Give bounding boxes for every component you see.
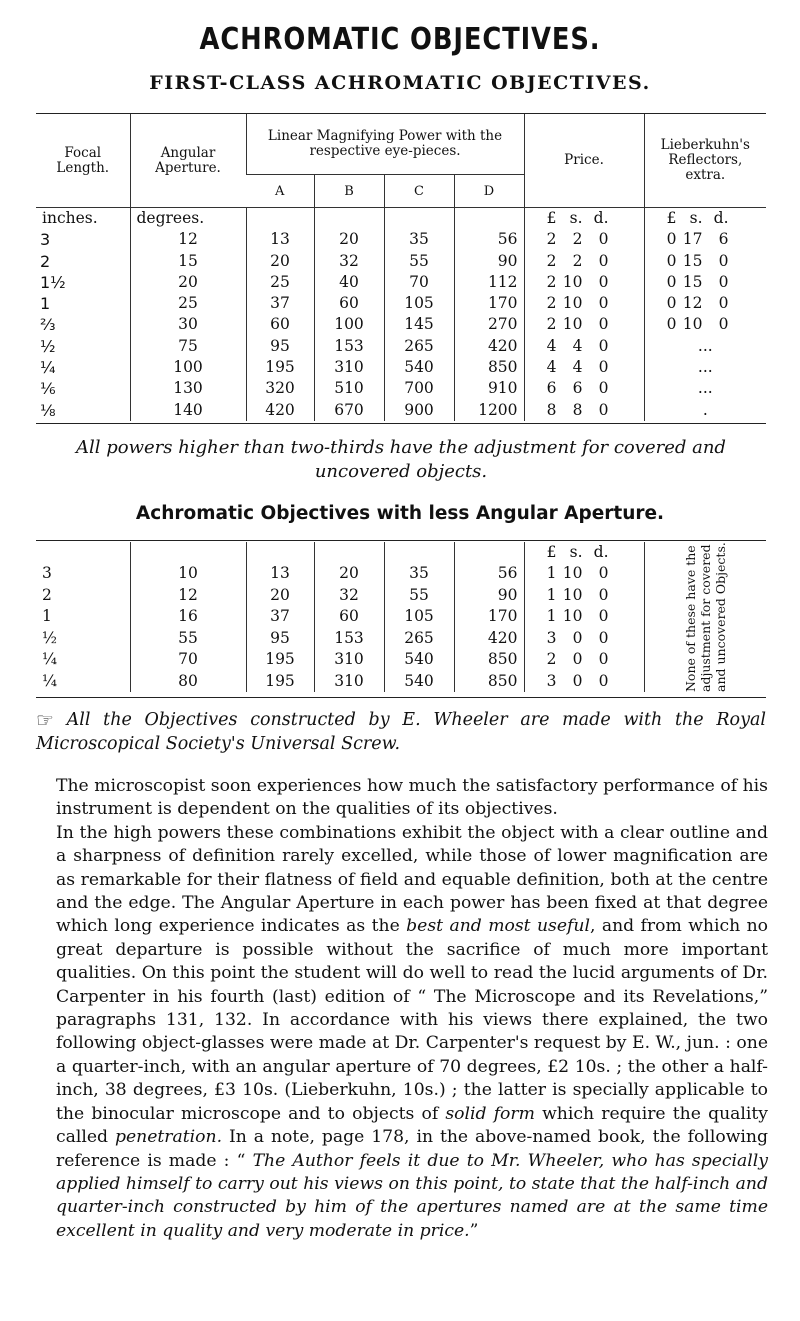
power-c-cell: 35: [384, 563, 454, 584]
aperture-cell: 10: [130, 563, 246, 584]
power-c-cell: 900: [384, 400, 454, 421]
table1-bottom-rule: [36, 423, 766, 424]
lieberkuhn-cell: ...: [644, 378, 766, 399]
focal-length-cell: ⅔: [40, 315, 56, 335]
lieberkuhn-cell: 0 12 0: [644, 293, 766, 314]
focal-length-cell: 1½: [40, 272, 66, 292]
lieberkuhn-cell: ...: [644, 336, 766, 357]
header-eyepiece-a: A: [246, 175, 314, 208]
power-b-cell: 20: [314, 229, 384, 250]
power-d-cell: 850: [454, 357, 524, 378]
table-row: [36, 293, 766, 314]
power-d-cell: 420: [454, 628, 524, 649]
power-b-cell: 153: [314, 628, 384, 649]
unit-price: £ s. d.: [524, 208, 644, 230]
power-b-cell: 670: [314, 400, 384, 421]
focal-length-cell: 2: [42, 585, 52, 604]
power-b-cell: 100: [314, 314, 384, 335]
header-eyepiece-c: C: [384, 175, 454, 208]
paragraph-2: In the high powers these combinations exhibit the object with a clear outline and a sharpness of definition rarely excelled, while those of lower magnification are as remarkable for their flatness of field and equable definition, both at the centre and the edge. The Angular Aperture in each power has been fixed at that degree which long experience indicates as the best and most useful, and from which no great departure is possible without the sacrifice of much more important qualities. On this point the student will do well to read the lucid arguments of Dr. Carpenter in his fourth (last) edition of “ The Microscope and its Revelations,” paragraphs 131, 132. In accordance with his views there explained, the two following object-glasses were made at Dr. Carpenter's request by E. W., jun. : one a quarter-inch, with an angular aperture of 70 degrees, £2 10s. ; the other a half-inch, 38 degrees, £3 10s. (Lieberkuhn, 10s.) ; the latter is specially applicable to the binocular microscope and to objects of solid form which require the quality called penetration. In a note, page 178, in the above-named book, the following reference is made : “ The Author feels it due to Mr. Wheeler, who has specially applied himself to carry out his views on this point, to state that the half-inch and quarter-inch constructed by him of the apertures named are at the same time excellent in quality and very moderate in price.”: [56, 822, 769, 1241]
power-a-cell: 195: [246, 649, 314, 670]
power-a-cell: 13: [246, 563, 314, 584]
power-c-cell: 145: [384, 314, 454, 335]
lieberkuhn-cell: 0 17 6: [644, 229, 766, 250]
power-c-cell: 105: [384, 606, 454, 627]
table-row: [36, 272, 766, 293]
power-a-cell: 195: [246, 671, 314, 692]
power-b-cell: 60: [314, 293, 384, 314]
price-cell: 2 2 0: [524, 251, 644, 272]
power-a-cell: 95: [246, 628, 314, 649]
price-cell: 8 8 0: [524, 400, 644, 421]
page-title: ACHROMATIC OBJECTIVES.: [199, 22, 601, 57]
power-c-cell: 55: [384, 585, 454, 606]
power-a-cell: 20: [246, 251, 314, 272]
power-b-cell: 310: [314, 357, 384, 378]
power-d-cell: 850: [454, 671, 524, 692]
aperture-cell: 100: [130, 357, 246, 378]
lieberkuhn-cell: 0 15 0: [644, 251, 766, 272]
power-a-cell: 25: [246, 272, 314, 293]
power-d-cell: 90: [454, 251, 524, 272]
power-d-cell: 270: [454, 314, 524, 335]
price-cell: 2 10 0: [524, 272, 644, 293]
aperture-cell: 130: [130, 378, 246, 399]
focal-length-cell: 3: [40, 230, 51, 250]
power-a-cell: 37: [246, 606, 314, 627]
power-c-cell: 700: [384, 378, 454, 399]
table-row: [36, 336, 766, 357]
first-class-objectives-table: [36, 114, 766, 421]
aperture-cell: 70: [130, 649, 246, 670]
power-a-cell: 95: [246, 336, 314, 357]
power-c-cell: 540: [384, 357, 454, 378]
power-d-cell: 170: [454, 293, 524, 314]
unit-price: £ s. d.: [524, 542, 644, 563]
aperture-cell: 30: [130, 314, 246, 335]
pointing-hand-icon: ☞: [36, 708, 54, 732]
power-a-cell: 37: [246, 293, 314, 314]
price-cell: 1 10 0: [524, 606, 644, 627]
aperture-cell: 16: [130, 606, 246, 627]
power-a-cell: 420: [246, 400, 314, 421]
table-row: [36, 357, 766, 378]
power-b-cell: 60: [314, 606, 384, 627]
side-note-cell: [644, 542, 766, 692]
price-cell: 4 4 0: [524, 336, 644, 357]
power-a-cell: 20: [246, 585, 314, 606]
focal-length-cell: ¼: [42, 650, 58, 669]
units-row: [36, 208, 766, 230]
price-cell: 1 10 0: [524, 563, 644, 584]
lieberkuhn-cell: 0 15 0: [644, 272, 766, 293]
focal-length-cell: ⅛: [40, 400, 56, 420]
header-eyepiece-d: D: [454, 175, 524, 208]
unit-aperture: degrees.: [130, 208, 246, 230]
unit-focal: inches.: [42, 209, 98, 227]
focal-length-cell: ½: [40, 336, 56, 356]
focal-length-cell: 3: [42, 564, 52, 583]
price-cell: 3 0 0: [524, 628, 644, 649]
focal-length-cell: 1: [40, 294, 51, 314]
focal-length-cell: 1: [42, 607, 52, 626]
focal-length-cell: ¼: [42, 671, 58, 690]
lieberkuhn-cell: ...: [644, 357, 766, 378]
header-eyepiece-b: B: [314, 175, 384, 208]
power-b-cell: 310: [314, 671, 384, 692]
header-magnifying-power: Linear Magnifying Power with the respective eye-pieces.: [246, 114, 524, 175]
power-c-cell: 540: [384, 671, 454, 692]
universal-screw-note: [36, 708, 766, 756]
power-d-cell: 910: [454, 378, 524, 399]
price-cell: 2 2 0: [524, 229, 644, 250]
table-row: [36, 229, 766, 250]
power-b-cell: 510: [314, 378, 384, 399]
focal-length-cell: ½: [42, 628, 58, 647]
price-cell: 2 10 0: [524, 314, 644, 335]
power-d-cell: 90: [454, 585, 524, 606]
focal-length-cell: 2: [40, 251, 51, 271]
aperture-cell: 20: [130, 272, 246, 293]
aperture-cell: 12: [130, 229, 246, 250]
less-aperture-objectives-table: [36, 542, 766, 692]
power-c-cell: 540: [384, 649, 454, 670]
power-d-cell: 56: [454, 229, 524, 250]
focal-length-cell: ¼: [40, 358, 56, 378]
header-price: Price.: [524, 114, 644, 208]
lieberkuhn-cell: 0 10 0: [644, 314, 766, 335]
price-cell: 1 10 0: [524, 585, 644, 606]
price-cell: 6 6 0: [524, 378, 644, 399]
price-cell: 2 0 0: [524, 649, 644, 670]
power-a-cell: 195: [246, 357, 314, 378]
page-subtitle: FIRST-CLASS ACHROMATIC OBJECTIVES.: [149, 72, 651, 94]
power-a-cell: 13: [246, 229, 314, 250]
header-focal-length: Focal Length.: [36, 114, 130, 208]
power-a-cell: 60: [246, 314, 314, 335]
power-b-cell: 153: [314, 336, 384, 357]
table-row: [36, 400, 766, 421]
power-b-cell: 310: [314, 649, 384, 670]
power-c-cell: 70: [384, 272, 454, 293]
power-d-cell: 170: [454, 606, 524, 627]
price-cell: 4 4 0: [524, 357, 644, 378]
side-note: None of these have the adjustment for covered and uncovered Objects.: [682, 542, 728, 692]
aperture-cell: 55: [130, 628, 246, 649]
aperture-cell: 75: [130, 336, 246, 357]
power-a-cell: 320: [246, 378, 314, 399]
aperture-cell: 15: [130, 251, 246, 272]
header-lieberkuhn: Lieberkuhn's Reflectors, extra.: [644, 114, 766, 208]
power-d-cell: 112: [454, 272, 524, 293]
table-row: [36, 378, 766, 399]
power-d-cell: 1200: [454, 400, 524, 421]
power-c-cell: 105: [384, 293, 454, 314]
aperture-cell: 25: [130, 293, 246, 314]
second-table-heading: Achromatic Objectives with less Angular Aperture.: [135, 503, 665, 524]
adjustment-note: All powers higher than two-thirds have the adjustment for covered and uncovered objects.: [76, 437, 726, 482]
power-b-cell: 40: [314, 272, 384, 293]
aperture-cell: 12: [130, 585, 246, 606]
paragraph-1: The microscopist soon experiences how much the satisfactory performance of his instrument is dependent on the qualities of its objectives.: [56, 776, 768, 820]
power-b-cell: 32: [314, 585, 384, 606]
power-d-cell: 56: [454, 563, 524, 584]
power-c-cell: 55: [384, 251, 454, 272]
power-c-cell: 265: [384, 336, 454, 357]
power-b-cell: 32: [314, 251, 384, 272]
power-d-cell: 420: [454, 336, 524, 357]
lieberkuhn-cell: .: [644, 400, 766, 421]
price-cell: 2 10 0: [524, 293, 644, 314]
units-row: [36, 542, 766, 563]
power-b-cell: 20: [314, 563, 384, 584]
aperture-cell: 80: [130, 671, 246, 692]
price-cell: 3 0 0: [524, 671, 644, 692]
body-text: [56, 775, 768, 1243]
aperture-cell: 140: [130, 400, 246, 421]
power-d-cell: 850: [454, 649, 524, 670]
focal-length-cell: ⅙: [40, 379, 56, 399]
table-row: [36, 314, 766, 335]
universal-screw-text: All the Objectives constructed by E. Wheeler are made with the Royal Microscopical Society's Universal Screw.: [36, 710, 766, 754]
header-angular-aperture: Angular Aperture.: [130, 114, 246, 208]
table2-bottom-rule: [36, 697, 766, 698]
power-c-cell: 265: [384, 628, 454, 649]
power-c-cell: 35: [384, 229, 454, 250]
unit-lieberkuhn: £ s. d.: [644, 208, 766, 230]
table2-top-rule: [36, 540, 766, 541]
table-row: [36, 251, 766, 272]
